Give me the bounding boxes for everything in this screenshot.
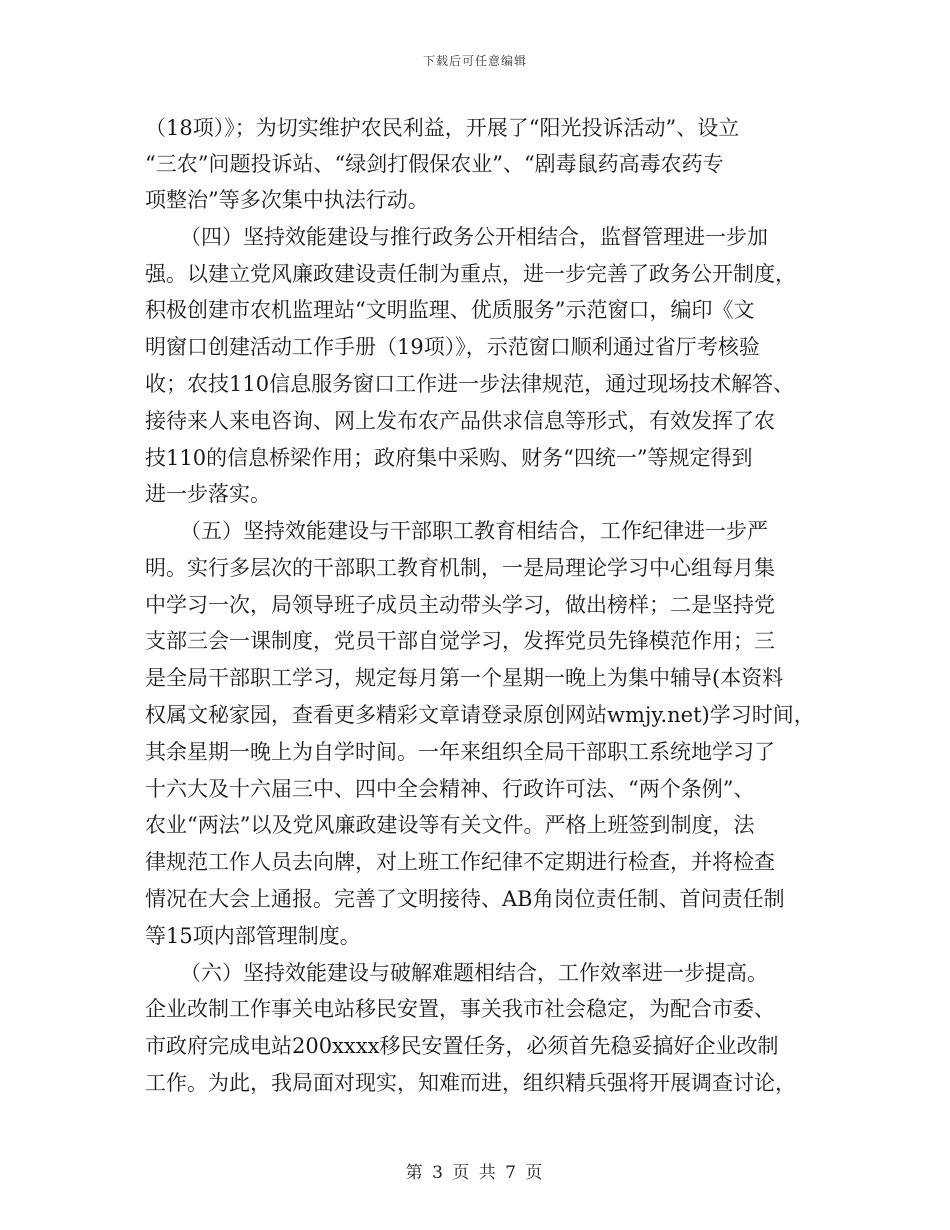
- text-line: 市政府完成电站200xxxx移民安置任务，必须首先稳妥搞好企业改制: [145, 1034, 779, 1058]
- paragraph-heading-6: （六）坚持效能建设与破解难题相结合，工作效率进一步提高。: [180, 961, 768, 985]
- text-line: 律规范工作人员去向牌，对上班工作纪律不定期进行检查，并将检查: [145, 850, 775, 874]
- text-line: 农业“两法”以及党风廉政建设等有关文件。严格上班签到制度，法: [145, 813, 755, 837]
- text-line: 支部三会一课制度，党员干部自觉学习，发挥党员先锋模范作用；三: [145, 629, 775, 653]
- text-line: 中学习一次，局领导班子成员主动带头学习，做出榜样；二是坚持党: [145, 593, 775, 617]
- text-line: 积极创建市农机监理站“文明监理、优质服务”示范窗口，编印《文: [145, 298, 755, 322]
- text-line: 明窗口创建活动工作手册（19项）》，示范窗口顺利通过省厅考核验: [145, 335, 760, 359]
- paragraph-heading-4: （四）坚持效能建设与推行政务公开相结合，监督管理进一步加: [180, 225, 768, 249]
- text-line: 接待来人来电咨询、网上发布农产品供求信息等形式，有效发挥了农: [145, 409, 775, 433]
- text-line: 明。实行多层次的干部职工教育机制，一是局理论学习中心组每月集: [145, 556, 775, 580]
- page-header: 下载后可任意编辑: [422, 54, 527, 68]
- text-line: 企业改制工作事关电站移民安置，事关我市社会稳定，为配合市委、: [145, 997, 775, 1021]
- page-number-footer: 第 3 页 共 7 页: [405, 1163, 545, 1183]
- text-line: （18项）》；为切实维护农民利益，开展了“阳光投诉活动”、设立: [145, 116, 740, 140]
- text-line: 进一步落实。: [145, 482, 271, 506]
- text-line: 工作。为此，我局面对现实，知难而进，组织精兵强将开展调查讨论，: [145, 1071, 796, 1095]
- text-line: 等15项内部管理制度。: [145, 924, 361, 948]
- text-line: 技110的信息桥梁作用；政府集中采购、财务“四统一”等规定得到: [145, 446, 753, 470]
- text-line: 权属文秘家园，查看更多精彩文章请登录原创网站wmjy.net)学习时间，: [145, 703, 815, 727]
- text-line: “三农”问题投诉站、“绿剑打假保农业”、“剧毒鼠药高毒农药专: [145, 152, 724, 176]
- text-line: 是全局干部职工学习，规定每月第一个星期一晚上为集中辅导(本资料: [145, 666, 784, 690]
- text-line: 其余星期一晚上为自学时间。一年来组织全局干部职工系统地学习了: [145, 740, 775, 764]
- text-line: 情况在大会上通报。完善了文明接待、AB角岗位责任制、首问责任制: [145, 887, 785, 911]
- text-line: 项整治”等多次集中执法行动。: [145, 188, 429, 212]
- text-line: 收；农技110信息服务窗口工作进一步法律规范，通过现场技术解答、: [145, 372, 795, 396]
- text-line: 十六大及十六届三中、四中全会精神、行政许可法、“两个条例”、: [145, 777, 755, 801]
- text-line: 强。以建立党风廉政建设责任制为重点，进一步完善了政务公开制度，: [145, 262, 796, 286]
- paragraph-heading-5: （五）坚持效能建设与干部职工教育相结合，工作纪律进一步严: [180, 519, 768, 543]
